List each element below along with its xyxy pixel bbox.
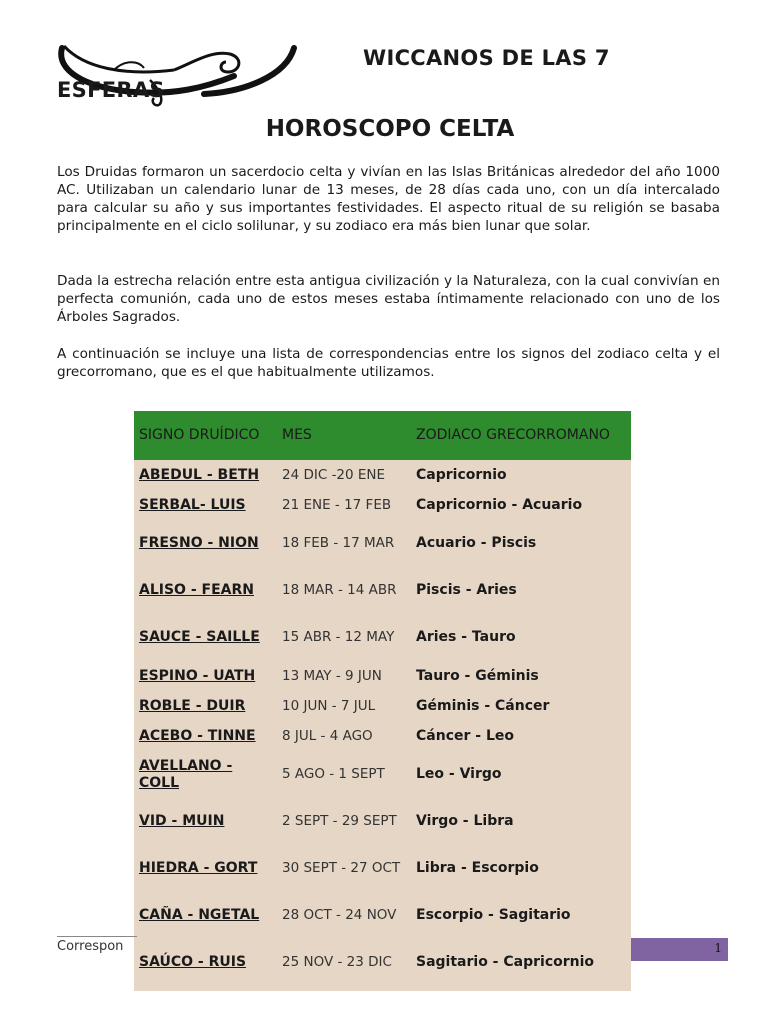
table-row (134, 721, 631, 751)
footer-page-bar (631, 938, 728, 961)
signo-cell[interactable]: ACEBO - TINNE (139, 727, 256, 744)
mes-cell: 8 JUL - 4 AGO (282, 727, 373, 744)
table-row (134, 798, 631, 845)
signo-cell[interactable]: SERBAL- LUIS (139, 496, 246, 513)
table-row (134, 460, 631, 490)
column-header-signo: SIGNO DRUÍDICO (134, 411, 277, 460)
signo-cell[interactable]: ABEDUL - BETH (139, 466, 260, 483)
table-row (134, 845, 631, 892)
zodiaco-cell: Cáncer - Leo (416, 727, 514, 744)
mes-cell: 21 ENE - 17 FEB (282, 496, 392, 513)
mes-cell: 24 DIC -20 ENE (282, 466, 386, 483)
table-row (134, 614, 631, 661)
zodiaco-cell: Leo - Virgo (416, 766, 502, 782)
mes-cell: 18 FEB - 17 MAR (282, 535, 395, 551)
table-row (134, 691, 631, 721)
table-row (134, 892, 631, 939)
paragraph-intro: Los Druidas formaron un sacerdocio celta y vivían en las Islas Británicas alrededor del año 1000 AC. Utilizaban un calendario lunar de 13 meses, de 28 días cada uno, con un día intercalado para calcular su año y sus importantes festividades. El aspecto ritual de su religión se basaba principalmente en el ciclo solilunar, y su zodiaco era más bien lunar que solar. (57, 164, 720, 234)
correspondence-table-wrapper (134, 411, 631, 991)
correspondence-table (134, 411, 631, 986)
table-row (134, 520, 631, 567)
footer-text: Correspon (57, 939, 124, 954)
signo-cell[interactable]: AVELLANO - COLL (139, 757, 233, 791)
zodiaco-cell: Acuario - Piscis (416, 535, 537, 551)
mes-cell: 10 JUN - 7 JUL (282, 697, 376, 714)
zodiaco-cell: Capricornio (416, 466, 507, 483)
zodiaco-cell: Libra - Escorpio (416, 860, 539, 876)
signo-cell[interactable]: ALISO - FEARN (139, 582, 254, 598)
paragraph-nature: Dada la estrecha relación entre esta antigua civilización y la Naturaleza, con la cual convivían en perfecta comunión, cada uno de estos meses estaba íntimamente relacionado con uno de los Árboles Sagrados. (57, 273, 720, 325)
mes-cell: 13 MAY - 9 JUN (282, 667, 382, 684)
zodiaco-cell: Virgo - Libra (416, 813, 514, 829)
mes-cell: 30 SEPT - 27 OCT (282, 860, 401, 876)
header-title-line2: ESFERAS (57, 78, 165, 102)
mes-cell: 5 AGO - 1 SEPT (282, 766, 385, 782)
table-row (134, 939, 631, 986)
zodiaco-cell: Escorpio - Sagitario (416, 907, 571, 923)
signo-cell[interactable]: CAÑA - NGETAL (139, 907, 260, 923)
zodiaco-cell: Sagitario - Capricornio (416, 954, 595, 970)
signo-cell[interactable]: VID - MUIN (139, 813, 225, 829)
paragraph-list-intro: A continuación se incluye una lista de correspondencias entre los signos del zodiaco celta y el grecorromano, que es el que habitualmente utilizamos. (57, 346, 720, 380)
header-title-line1: WICCANOS DE LAS 7 (363, 46, 610, 70)
signo-cell[interactable]: SAUCE - SAILLE (139, 629, 260, 645)
page-title: HOROSCOPO CELTA (265, 116, 515, 142)
column-header-mes: MES (277, 411, 411, 460)
zodiaco-cell: Capricornio - Acuario (416, 496, 583, 513)
column-header-zodiaco: ZODIACO GRECORROMANO (411, 411, 631, 460)
signo-cell[interactable]: ESPINO - UATH (139, 667, 256, 684)
signo-cell[interactable]: ROBLE - DUIR (139, 697, 246, 714)
zodiaco-cell: Géminis - Cáncer (416, 697, 550, 714)
mes-cell: 28 OCT - 24 NOV (282, 907, 397, 923)
mes-cell: 2 SEPT - 29 SEPT (282, 813, 397, 829)
zodiaco-cell: Piscis - Aries (416, 582, 517, 598)
table-row (134, 490, 631, 520)
mes-cell: 18 MAR - 14 ABR (282, 582, 397, 598)
mes-cell: 15 ABR - 12 MAY (282, 629, 395, 645)
footer-divider (57, 936, 137, 937)
page-number: 1 (714, 941, 722, 955)
mes-cell: 25 NOV - 23 DIC (282, 954, 392, 970)
signo-cell[interactable]: SAÚCO - RUIS (139, 954, 247, 970)
zodiaco-cell: Aries - Tauro (416, 629, 516, 645)
table-row (134, 661, 631, 691)
table-header-row (134, 411, 631, 460)
table-row (134, 567, 631, 614)
signo-cell[interactable]: HIEDRA - GORT (139, 860, 258, 876)
zodiaco-cell: Tauro - Géminis (416, 667, 539, 684)
signo-cell[interactable]: FRESNO - NION (139, 535, 259, 551)
table-row (134, 751, 631, 798)
